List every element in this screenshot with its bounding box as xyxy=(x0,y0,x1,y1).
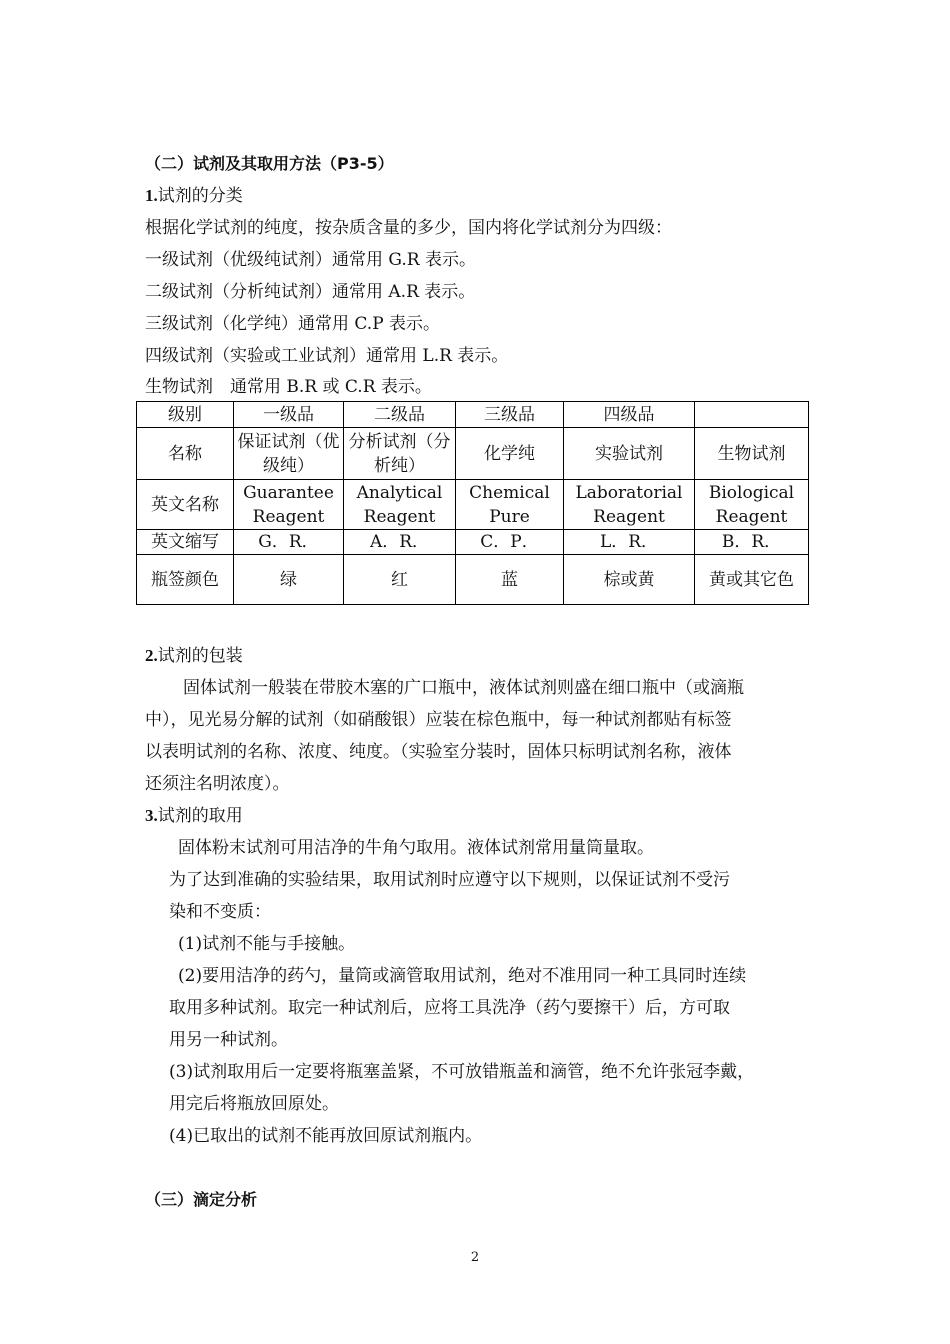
rule-1: (1)试剂不能与手接触。 xyxy=(178,934,356,954)
table-row xyxy=(137,480,809,530)
table-cell: B．R． xyxy=(695,530,809,555)
table-cell: C．P． xyxy=(456,530,564,555)
reagent-grade-table xyxy=(136,401,809,605)
table-cell: 生物试剂 xyxy=(695,428,809,480)
rule-2-line-1: (2)要用洁净的药勺，量筒或滴管取用试剂，绝对不准用同一种工具同时连续 xyxy=(178,966,747,986)
table-cell xyxy=(695,402,809,428)
usage-line-3: 染和不变质： xyxy=(169,902,271,922)
subsection-number: 1. xyxy=(145,186,158,205)
table-cell: 二级品 xyxy=(344,402,456,428)
usage-line-2: 为了达到准确的实验结果，取用试剂时应遵守以下规则，以保证试剂不受污 xyxy=(169,870,730,890)
subsection-title: 试剂的包装 xyxy=(157,646,243,666)
table-cell: Analytical Reagent xyxy=(344,480,456,530)
table-cell: 瓶签颜色 xyxy=(137,555,234,605)
table-cell: 黄或其它色 xyxy=(695,555,809,605)
section-3-heading: （三）滴定分析 xyxy=(145,1190,258,1209)
subsection-2-heading xyxy=(145,645,243,667)
table-cell: 四级品 xyxy=(564,402,695,428)
subsection-number: 2. xyxy=(145,646,158,665)
table-cell: L．R． xyxy=(564,530,695,555)
packaging-line-2: 中），见光易分解的试剂（如硝酸银）应装在棕色瓶中，每一种试剂都贴有标签 xyxy=(145,710,732,730)
table-cell: 一级品 xyxy=(234,402,344,428)
packaging-line-3: 以表明试剂的名称、浓度、纯度。（实验室分装时，固体只标明试剂名称，液体 xyxy=(145,742,732,762)
classification-intro: 根据化学试剂的纯度，按杂质含量的多少，国内将化学试剂分为四级： xyxy=(145,218,672,238)
table-row xyxy=(137,555,809,605)
section-2-heading: （二）试剂及其取用方法（P3-5） xyxy=(145,154,394,173)
table-cell: 分析试剂（分析纯） xyxy=(344,428,456,480)
table-cell: 绿 xyxy=(234,555,344,605)
packaging-line-4: 还须注名明浓度）。 xyxy=(145,774,290,794)
grade-line-2: 二级试剂（分析纯试剂）通常用 A.R 表示。 xyxy=(145,282,476,302)
grade-line-3: 三级试剂（化学纯）通常用 C.P 表示。 xyxy=(145,314,441,334)
usage-line-1: 固体粉末试剂可用洁净的牛角勺取用。液体试剂常用量筒量取。 xyxy=(178,838,654,858)
table-cell: G．R． xyxy=(234,530,344,555)
table-cell: Chemical Pure xyxy=(456,480,564,530)
table-cell: 化学纯 xyxy=(456,428,564,480)
grade-line-4: 四级试剂（实验或工业试剂）通常用 L.R 表示。 xyxy=(145,346,509,366)
table-cell: 蓝 xyxy=(456,555,564,605)
table-row xyxy=(137,530,809,555)
table-cell: Biological Reagent xyxy=(695,480,809,530)
subsection-title: 试剂的取用 xyxy=(157,806,243,826)
rule-2-line-2: 取用多种试剂。取完一种试剂后，应将工具洗净（药勺要擦干）后，方可取 xyxy=(169,998,730,1018)
table-cell: 三级品 xyxy=(456,402,564,428)
table-row xyxy=(137,428,809,480)
packaging-line-1: 固体试剂一般装在带胶木塞的广口瓶中，液体试剂则盛在细口瓶中（或滴瓶 xyxy=(183,678,744,698)
subsection-3-heading xyxy=(145,805,243,827)
rule-3-line-1: (3)试剂取用后一定要将瓶塞盖紧，不可放错瓶盖和滴管，绝不允许张冠李戴， xyxy=(169,1062,755,1082)
table-cell: A．R． xyxy=(344,530,456,555)
subsection-title: 试剂的分类 xyxy=(157,186,243,206)
table-cell: 名称 xyxy=(137,428,234,480)
subsection-number: 3. xyxy=(145,806,158,825)
subsection-1-heading xyxy=(145,185,243,207)
table-cell: 红 xyxy=(344,555,456,605)
grade-line-5: 生物试剂 通常用 B.R 或 C.R 表示。 xyxy=(145,377,432,397)
rule-4: (4)已取出的试剂不能再放回原试剂瓶内。 xyxy=(169,1126,483,1146)
table-cell: 英文名称 xyxy=(137,480,234,530)
table-cell: 棕或黄 xyxy=(564,555,695,605)
table-row xyxy=(137,402,809,428)
grade-line-1: 一级试剂（优级纯试剂）通常用 G.R 表示。 xyxy=(145,250,476,270)
table-cell: Guarantee Reagent xyxy=(234,480,344,530)
table-cell: 保证试剂（优级纯） xyxy=(234,428,344,480)
page-number: 2 xyxy=(470,1250,480,1265)
rule-3-line-2: 用完后将瓶放回原处。 xyxy=(169,1094,339,1114)
table-cell: 实验试剂 xyxy=(564,428,695,480)
rule-2-line-3: 用另一种试剂。 xyxy=(169,1030,288,1050)
table-cell: 级别 xyxy=(137,402,234,428)
table-cell: Laboratorial Reagent xyxy=(564,480,695,530)
table-cell: 英文缩写 xyxy=(137,530,234,555)
